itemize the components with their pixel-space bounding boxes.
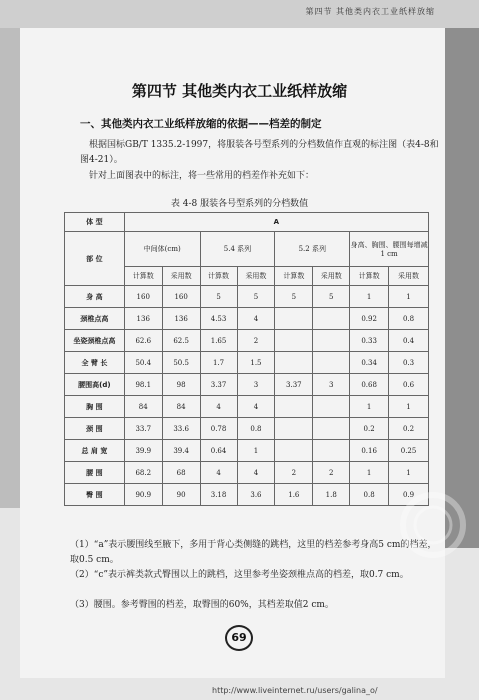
cell: 4 — [237, 462, 275, 484]
cell: 0.92 — [350, 308, 389, 330]
row-part: 胸 围 — [65, 396, 125, 418]
cell: 0.64 — [200, 440, 237, 462]
cell — [275, 440, 313, 462]
page-number: 69 — [225, 625, 253, 651]
cell: 3.37 — [275, 374, 313, 396]
row-part: 坐姿颈椎点高 — [65, 330, 125, 352]
grading-table — [64, 212, 429, 506]
cell: 0.2 — [389, 418, 429, 440]
cell: 5 — [275, 286, 313, 308]
cell: 2 — [313, 462, 350, 484]
cell: 0.78 — [200, 418, 237, 440]
source-url: http://www.liveinternet.ru/users/galina_o/ — [212, 686, 378, 695]
cell: 90 — [162, 484, 200, 506]
cell: 50.5 — [162, 352, 200, 374]
cell: 1 — [389, 396, 429, 418]
cell — [275, 396, 313, 418]
cell: 5 — [200, 286, 237, 308]
cell: 136 — [124, 308, 162, 330]
cell: 1.8 — [313, 484, 350, 506]
table-row — [65, 330, 429, 352]
row-part: 全 臂 长 — [65, 352, 125, 374]
header-series-54: 5.4 系列 — [200, 232, 275, 267]
cell: 4.53 — [200, 308, 237, 330]
note-2: （2）“c”表示裤类款式臀围以上的跳档，这里参考坐姿颈椎点高的档差，取0.7 cm。 — [70, 570, 409, 580]
section-subtitle: 一、其他类内衣工业纸样放缩的依据——档差的制定 — [80, 118, 322, 130]
header-used: 采用数 — [313, 267, 350, 286]
cell — [313, 308, 350, 330]
cell: 0.6 — [389, 374, 429, 396]
cell: 1 — [350, 286, 389, 308]
cell: 1 — [237, 440, 275, 462]
cell — [313, 440, 350, 462]
cell: 5 — [237, 286, 275, 308]
cell: 0.4 — [389, 330, 429, 352]
cell: 0.3 — [389, 352, 429, 374]
table-row — [65, 374, 429, 396]
cell: 1 — [350, 396, 389, 418]
cell: 0.8 — [350, 484, 389, 506]
cell: 3 — [313, 374, 350, 396]
cell: 3.18 — [200, 484, 237, 506]
header-part: 部 位 — [65, 232, 125, 286]
cell: 1 — [389, 462, 429, 484]
cell: 0.25 — [389, 440, 429, 462]
cell: 3.37 — [200, 374, 237, 396]
cell: 3.6 — [237, 484, 275, 506]
cell: 0.68 — [350, 374, 389, 396]
cell: 136 — [162, 308, 200, 330]
cell: 84 — [162, 396, 200, 418]
header-body-type: 体 型 — [65, 213, 125, 232]
header-middle-body: 中间体(cm) — [124, 232, 200, 267]
cell: 1.7 — [200, 352, 237, 374]
cell: 0.33 — [350, 330, 389, 352]
row-part: 总 肩 宽 — [65, 440, 125, 462]
cell — [313, 418, 350, 440]
cell: 0.16 — [350, 440, 389, 462]
row-part: 臀 围 — [65, 484, 125, 506]
row-part: 腰 围 — [65, 462, 125, 484]
cell: 2 — [237, 330, 275, 352]
table-caption: 表 4-8 服装各号型系列的分档数值 — [170, 199, 309, 209]
cell: 0.9 — [389, 484, 429, 506]
row-part: 腰围高(d) — [65, 374, 125, 396]
cell — [313, 330, 350, 352]
table-row — [65, 418, 429, 440]
cell: 4 — [200, 396, 237, 418]
cell: 62.5 — [162, 330, 200, 352]
cell: 0.8 — [389, 308, 429, 330]
cell: 0.34 — [350, 352, 389, 374]
table-row — [65, 440, 429, 462]
running-head: 第四节 其他类内衣工业纸样放缩 — [305, 7, 435, 16]
table-row — [65, 352, 429, 374]
cell: 33.6 — [162, 418, 200, 440]
cell: 1.5 — [237, 352, 275, 374]
cell: 68 — [162, 462, 200, 484]
table-row — [65, 396, 429, 418]
cell: 39.9 — [124, 440, 162, 462]
table-row — [65, 286, 429, 308]
cell: 1.6 — [275, 484, 313, 506]
cell: 39.4 — [162, 440, 200, 462]
cell: 50.4 — [124, 352, 162, 374]
header-calc: 计算数 — [124, 267, 162, 286]
header-calc: 计算数 — [275, 267, 313, 286]
cell — [275, 330, 313, 352]
header-used: 采用数 — [389, 267, 429, 286]
table-row — [65, 308, 429, 330]
section-title: 第四节 其他类内衣工业纸样放缩 — [131, 82, 348, 100]
cell: 3 — [237, 374, 275, 396]
cell: 0.8 — [237, 418, 275, 440]
table-row — [65, 462, 429, 484]
cell: 5 — [313, 286, 350, 308]
table-header-row — [65, 213, 429, 232]
cell: 0.2 — [350, 418, 389, 440]
row-part: 颈椎点高 — [65, 308, 125, 330]
cell: 33.7 — [124, 418, 162, 440]
cell: 4 — [200, 462, 237, 484]
cell — [275, 352, 313, 374]
cell: 160 — [162, 286, 200, 308]
header-calc: 计算数 — [200, 267, 237, 286]
cell: 4 — [237, 308, 275, 330]
cell: 1.65 — [200, 330, 237, 352]
cell — [313, 396, 350, 418]
row-part: 身 高 — [65, 286, 125, 308]
cell: 98.1 — [124, 374, 162, 396]
paragraph-intro: 根据国标GB/T 1335.2-1997，将服装各号型系列的分档数值作直观的标注图（表4-8和图4-21）。 — [80, 140, 439, 165]
cell: 84 — [124, 396, 162, 418]
cell: 62.6 — [124, 330, 162, 352]
cell: 90.9 — [124, 484, 162, 506]
cell — [275, 308, 313, 330]
header-calc: 计算数 — [350, 267, 389, 286]
cell: 98 — [162, 374, 200, 396]
cell: 1 — [389, 286, 429, 308]
paragraph-lead: 针对上面图表中的标注，将一些常用的档差作补充如下： — [89, 171, 315, 181]
cell: 160 — [124, 286, 162, 308]
cell — [313, 352, 350, 374]
header-used: 采用数 — [162, 267, 200, 286]
header-per-cm: 身高、胸围、腰围每增减 1 cm — [350, 232, 429, 267]
table-header-row — [65, 232, 429, 267]
row-part: 颈 围 — [65, 418, 125, 440]
cell — [275, 418, 313, 440]
table-row — [65, 484, 429, 506]
cell: 4 — [237, 396, 275, 418]
cell: 68.2 — [124, 462, 162, 484]
header-series-52: 5.2 系列 — [275, 232, 350, 267]
header-type-a: A — [124, 213, 428, 232]
cell: 1 — [350, 462, 389, 484]
watermark-stamp-icon — [398, 470, 468, 580]
header-used: 采用数 — [237, 267, 275, 286]
note-1: （1）“a”表示腰围线至腋下，多用于背心类侧缝的跳档，这里的档差参考身高5 cm的档差，取0.5 cm。 — [70, 540, 437, 565]
note-3: （3）腰围。参考臀围的档差，取臀围的60%，其档差取值2 cm。 — [70, 600, 334, 610]
cell: 2 — [275, 462, 313, 484]
